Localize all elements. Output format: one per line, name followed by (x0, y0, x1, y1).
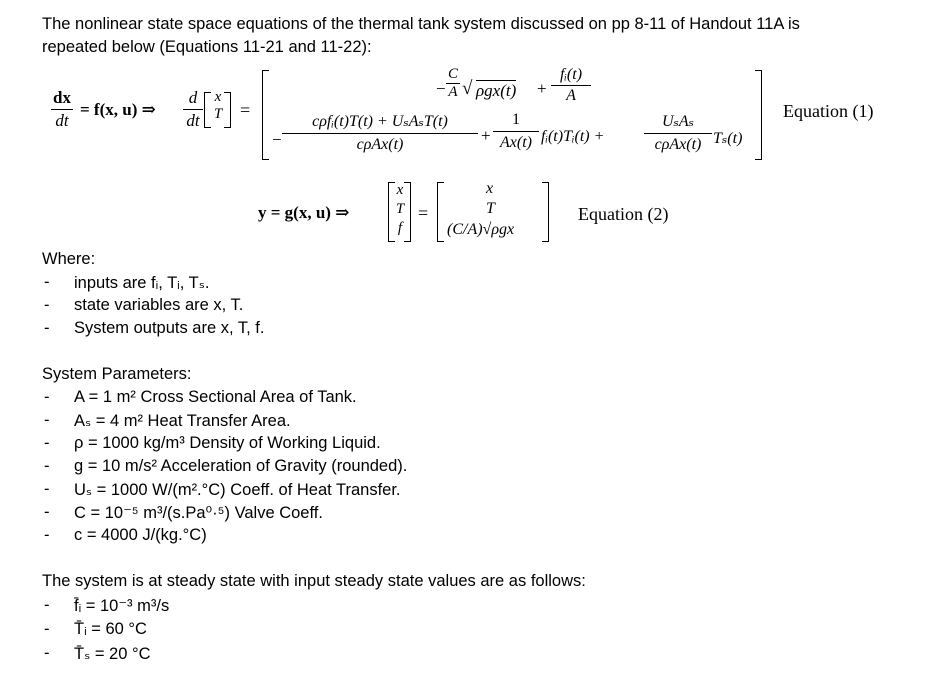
eq2-big-left-bracket (437, 182, 444, 242)
list-item: ρ = 1000 kg/m³ Density of Working Liquid. (74, 434, 381, 452)
bullet-dash: - (44, 480, 50, 498)
eq1-row2-minus: − (272, 130, 282, 149)
eq2-lhs: y = g(x, u) ⇒ (258, 203, 350, 222)
bullet-dash: - (44, 319, 50, 337)
eq1-state-vector: x T (213, 89, 223, 122)
list-item: state variables are x, T. (74, 296, 244, 314)
eq1-row2-frac2 (493, 111, 539, 152)
where-heading: Where: (42, 250, 96, 268)
bullet-dash: - (44, 526, 50, 544)
eq1-f-map: = f(x, u) ⇒ (80, 100, 156, 119)
eq2-r3: (C/A)√ρgx (447, 221, 515, 238)
bullet-dash: - (44, 434, 50, 452)
eq1-row1-a2: A (566, 87, 576, 105)
bullet-dash: - (44, 411, 50, 429)
eq1-row2-usas: UₛAₛ (661, 113, 695, 130)
eq1-d-dt (183, 88, 203, 131)
list-item: A = 1 m² Cross Sectional Area of Tank. (74, 388, 357, 406)
list-item: T̄ᵢ = 60 °C (74, 620, 147, 638)
list-item: c = 4000 J/(kg.°C) (74, 526, 207, 544)
eq1-vec-left-bracket (204, 92, 211, 128)
eq1-row2-ax: Ax(t) (500, 134, 532, 152)
equation-2-label: Equation (2) (578, 204, 669, 224)
list-item: g = 10 m/s² Acceleration of Gravity (rounded). (74, 457, 408, 475)
eq1-row1-sqrt-sign: √ (462, 78, 473, 99)
eq1-row1-fi: fᵢ(t) (559, 66, 583, 83)
eq1-lhs-fraction (51, 88, 73, 131)
bullet-dash: - (44, 596, 50, 614)
eq1-row1-c: C (447, 66, 458, 82)
eq1-row2-den: cρAx(t) (356, 136, 404, 154)
eq1-row1-c-over-a (446, 66, 460, 101)
params-heading: System Parameters: (42, 365, 192, 383)
list-item: f̄ᵢ = 10⁻³ m³/s (74, 597, 170, 615)
eq1-d-num: d (188, 88, 198, 107)
eq1-row2-plus1: + (481, 126, 491, 145)
bullet-dash: - (44, 388, 50, 406)
intro-line-1: The nonlinear state space equations of the thermal tank system discussed on pp 8-11 of Handout 11A is (42, 15, 800, 33)
list-item: C = 10⁻⁵ m³/(s.Pa⁰·⁵) Valve Coeff. (74, 504, 323, 522)
eq2-equals: = (418, 203, 429, 223)
eq1-row2-mid: fᵢ(t)Tᵢ(t) + (541, 128, 605, 145)
eq2-r1: x (486, 180, 494, 197)
eq1-lhs-den: dt (55, 111, 69, 131)
eq2-v3: f (397, 220, 403, 236)
equation-1-label: Equation (1) (783, 101, 874, 121)
eq1-equals: = (240, 100, 251, 120)
eq1-row2-frac3 (644, 111, 712, 154)
intro-line-2: repeated below (Equations 11-21 and 11-22): (42, 38, 372, 56)
eq2-big-right-bracket (542, 182, 549, 242)
eq2-v2: T (395, 201, 405, 217)
bullet-dash: - (44, 644, 50, 662)
bullet-dash: - (44, 503, 50, 521)
bullet-dash: - (44, 273, 50, 291)
list-item: Aₛ = 4 m² Heat Transfer Area. (74, 412, 291, 430)
eq1-big-left-bracket (262, 70, 269, 160)
list-item: Uₛ = 1000 W/(m².°C) Coeff. of Heat Transfer. (74, 481, 401, 499)
eq2-r2: T (486, 200, 495, 217)
eq1-lhs-num: dx (53, 88, 71, 107)
bullet-dash: - (44, 457, 50, 475)
list-item: System outputs are x, T, f. (74, 319, 265, 337)
eq1-row2-one: 1 (512, 111, 520, 128)
steady-heading: The system is at steady state with input steady state values are as follows: (42, 572, 586, 590)
eq1-big-right-bracket (755, 70, 762, 160)
eq1-row1-a: A (448, 84, 458, 101)
eq1-row2-frac1 (282, 111, 478, 154)
eq1-d-den: dt (186, 111, 200, 131)
eq2-v1: x (396, 182, 404, 198)
eq1-row2-num: cρfᵢ(t)T(t) + UₛAₛT(t) (312, 113, 448, 130)
eq1-row1-plus: + (537, 79, 547, 98)
list-item: T̄ₛ = 20 °C (74, 645, 151, 663)
list-item: inputs are fᵢ, Tᵢ, Tₛ. (74, 274, 210, 292)
eq1-row1-sqrt-arg: ρgx(t) (476, 81, 517, 100)
eq1-vec-right-bracket (224, 92, 231, 128)
bullet-dash: - (44, 620, 50, 638)
bullet-dash: - (44, 296, 50, 314)
eq1-row2-ts: Tₛ(t) (713, 130, 743, 147)
eq1-row1-minus: − (436, 79, 446, 98)
eq1-row2-den2: cρAx(t) (654, 136, 702, 154)
eq1-row1-fi-over-a (551, 66, 591, 105)
eq2-vec-right-bracket (404, 182, 411, 242)
